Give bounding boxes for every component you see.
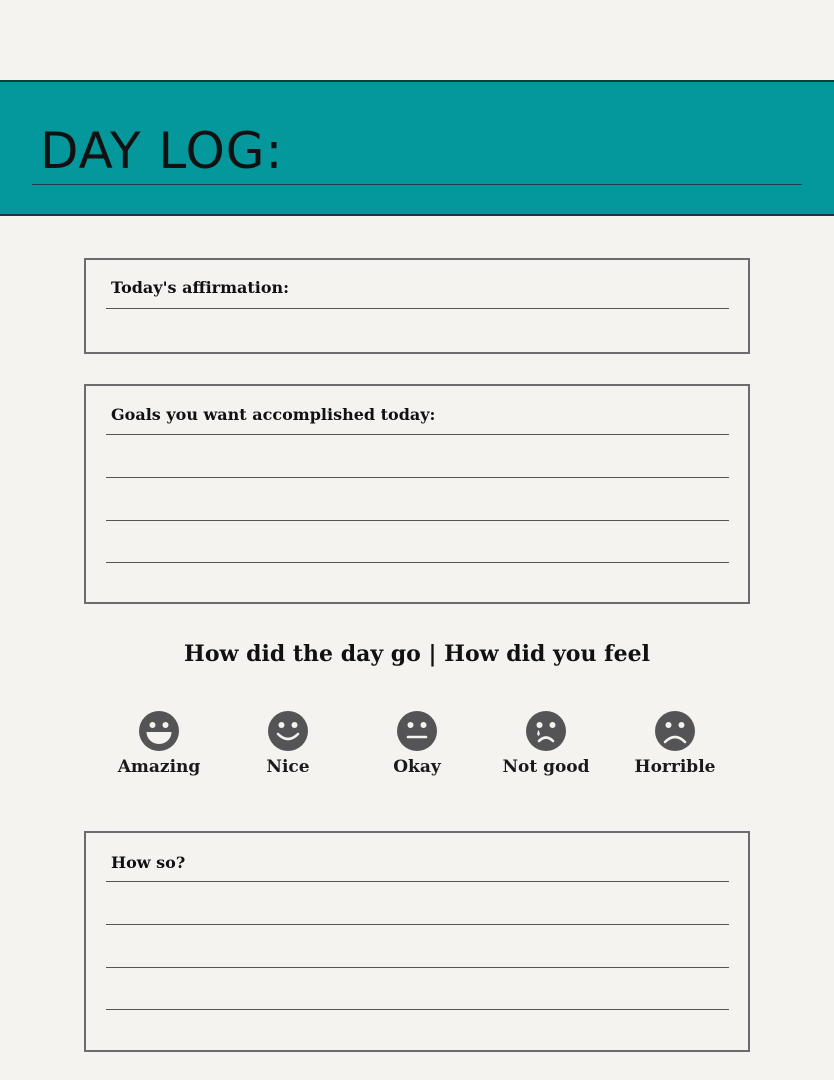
- reflection-write-line-1[interactable]: [106, 881, 729, 882]
- goals-label: Goals you want accomplished today:: [111, 405, 436, 424]
- grin-face-icon: [138, 710, 180, 752]
- title-underline: [32, 184, 802, 185]
- goals-write-line-4[interactable]: [106, 562, 729, 563]
- mood-label-horrible: Horrible: [634, 757, 716, 777]
- affirmation-box: [84, 258, 750, 354]
- mood-option-horrible[interactable]: [605, 710, 745, 776]
- frown-face-icon: [654, 710, 696, 752]
- reflection-box: [84, 831, 750, 1052]
- goals-write-line-1[interactable]: [106, 434, 729, 435]
- neutral-face-icon: [396, 710, 438, 752]
- affirmation-write-line[interactable]: [106, 308, 729, 309]
- header-banner: [0, 80, 834, 216]
- smile-face-icon: [267, 710, 309, 752]
- goals-write-line-2[interactable]: [106, 477, 729, 478]
- reflection-write-line-4[interactable]: [106, 1009, 729, 1010]
- mood-option-amazing[interactable]: [89, 710, 229, 776]
- mood-option-nice[interactable]: [218, 710, 358, 776]
- reflection-write-line-2[interactable]: [106, 924, 729, 925]
- affirmation-label: Today's affirmation:: [111, 278, 290, 297]
- mood-label-nice: Nice: [266, 757, 310, 777]
- mood-option-not-good[interactable]: [476, 710, 616, 776]
- mood-label-amazing: Amazing: [117, 757, 201, 777]
- page-title: DAY LOG:: [40, 122, 284, 180]
- mood-label-okay: Okay: [393, 757, 441, 777]
- goals-write-line-3[interactable]: [106, 520, 729, 521]
- mood-question: How did the day go | How did you feel: [184, 641, 650, 667]
- sad-tear-face-icon: [525, 710, 567, 752]
- reflection-write-line-3[interactable]: [106, 967, 729, 968]
- reflection-label: How so?: [111, 853, 186, 872]
- mood-label-not-good: Not good: [502, 757, 590, 777]
- mood-option-okay[interactable]: [347, 710, 487, 776]
- goals-box: [84, 384, 750, 604]
